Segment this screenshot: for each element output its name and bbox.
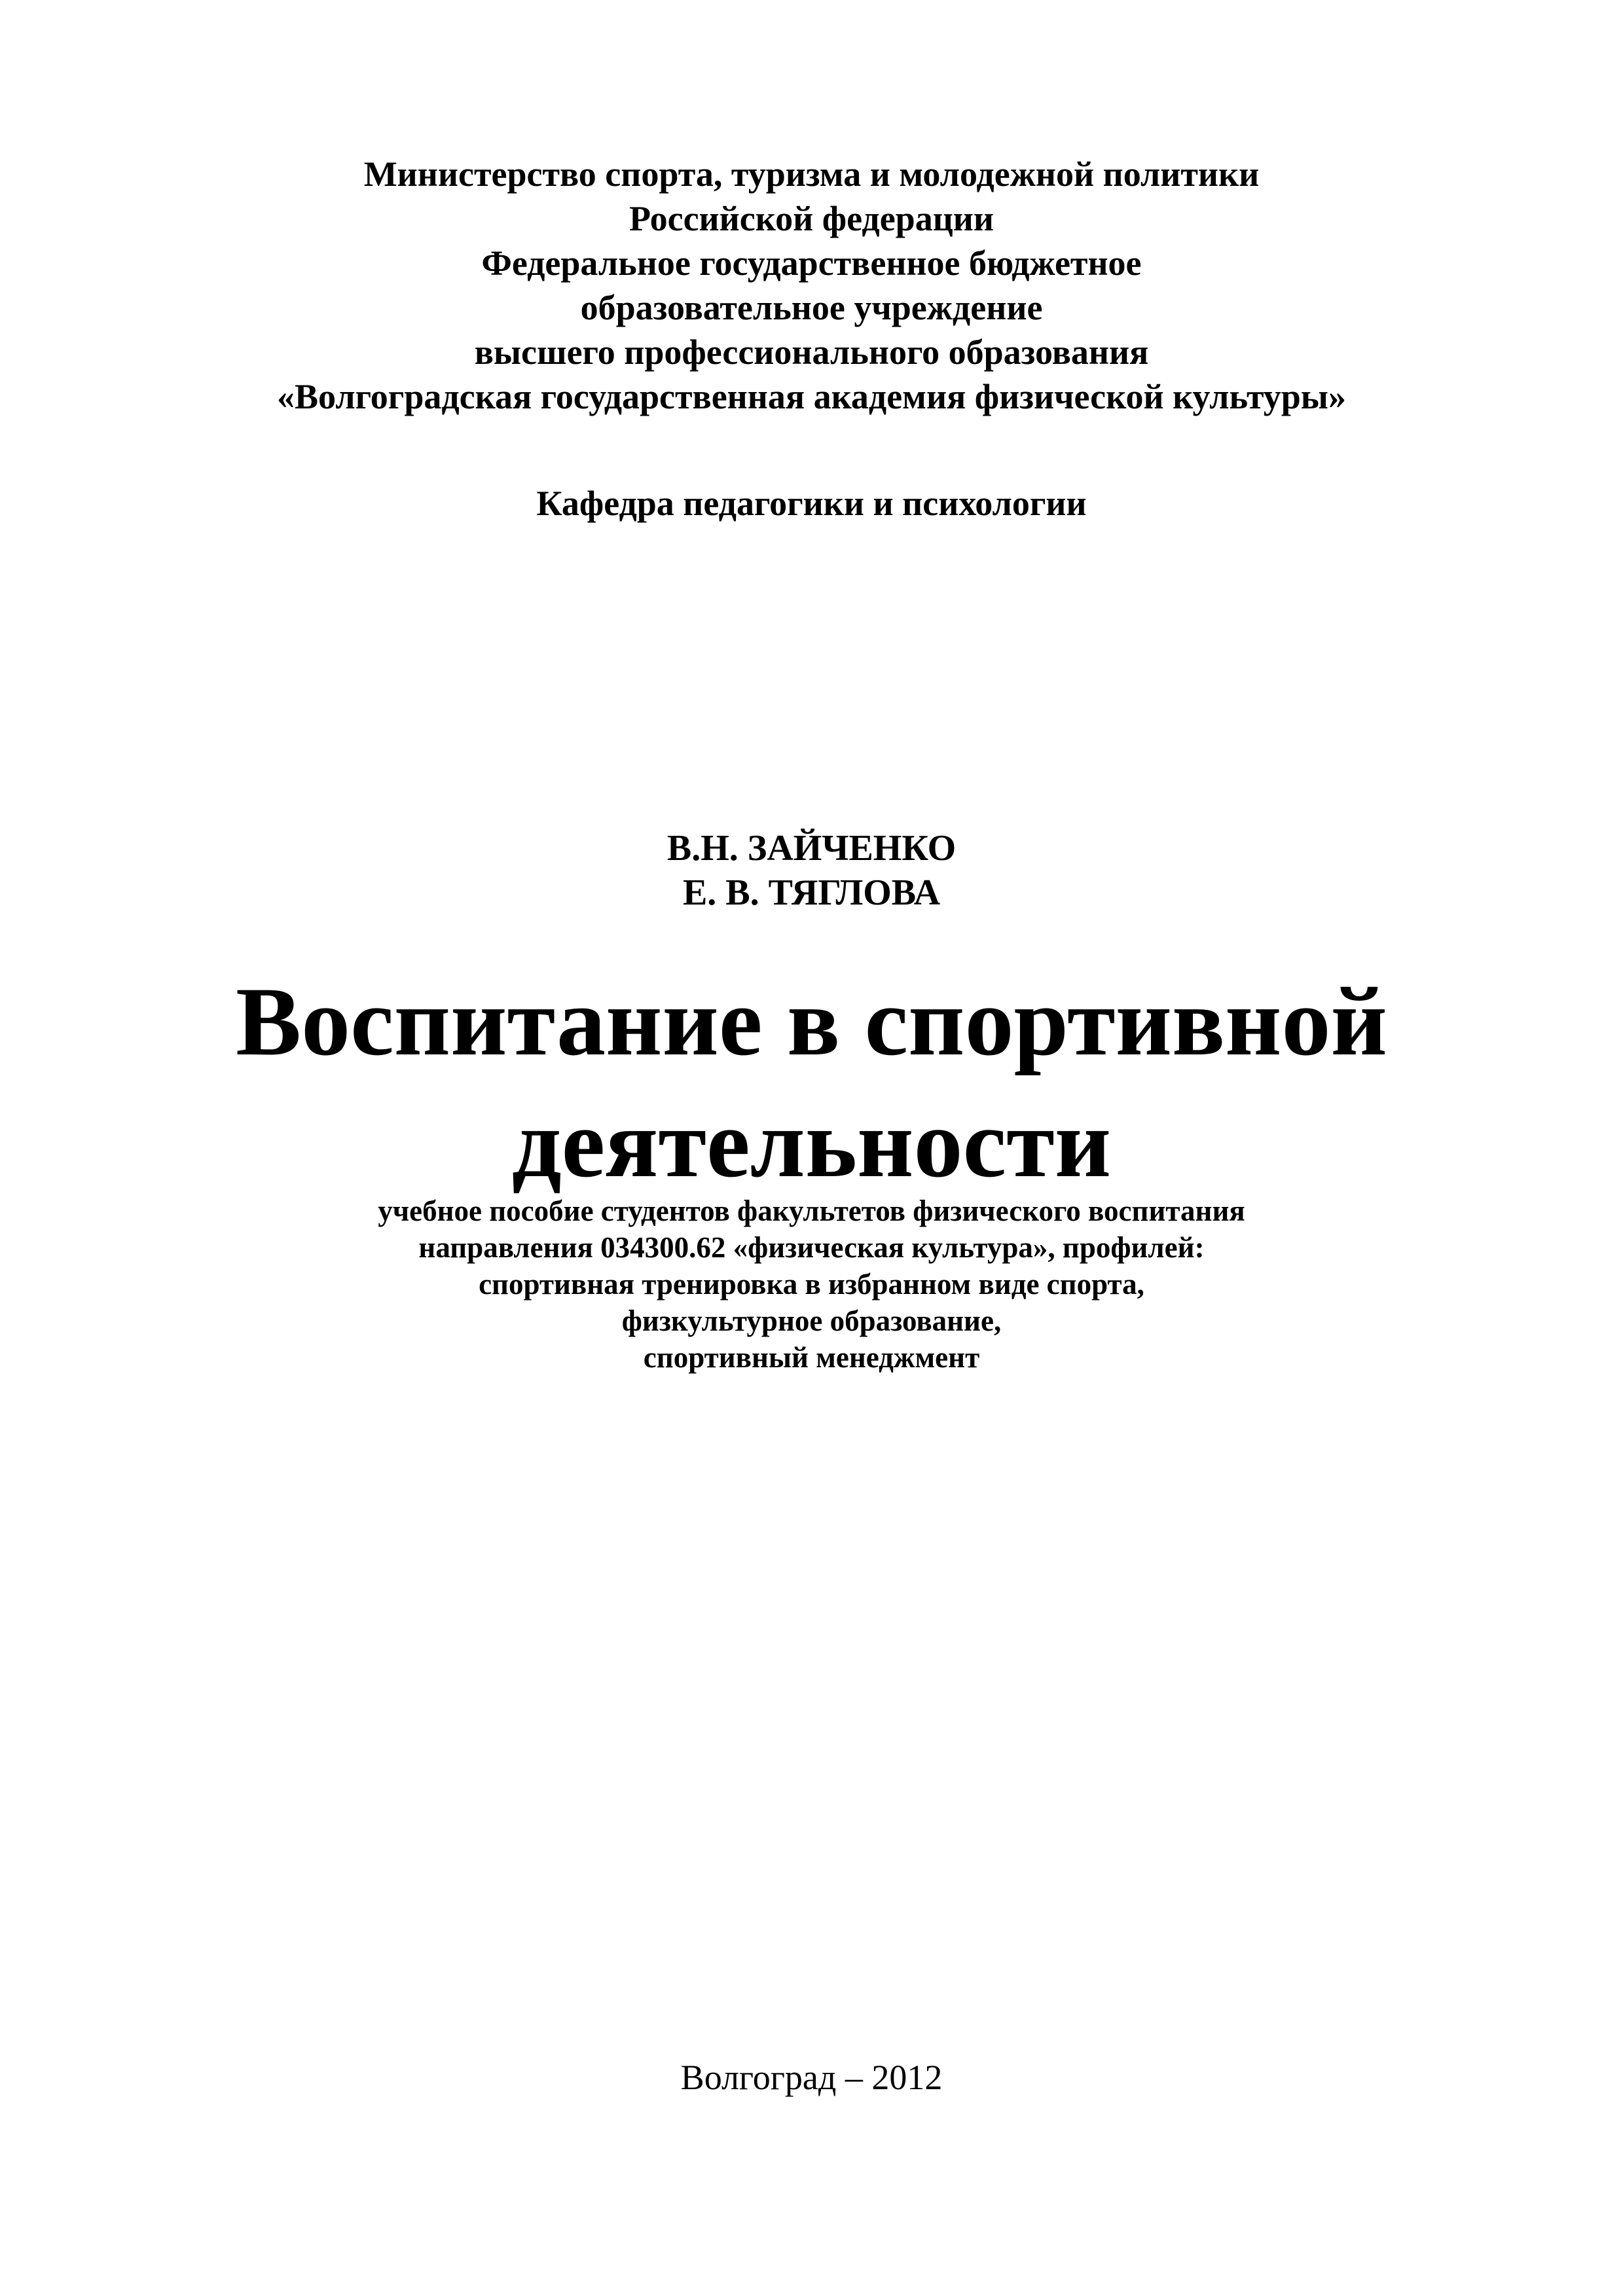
publication-place-year <box>0 2055 1623 2100</box>
subtitle-line: учебное пособие студентов факультетов физического воспитания <box>378 1194 1245 1227</box>
institution-line: высшего профессионального образования <box>474 332 1149 372</box>
book-title <box>0 961 1623 1204</box>
institution-line: Федеральное государственное бюджетное <box>481 243 1142 283</box>
book-subtitle <box>0 1193 1623 1376</box>
author-name: В.Н. ЗАЙЧЕНКО <box>666 828 957 869</box>
institution-line: образовательное учреждение <box>580 288 1043 327</box>
department-name <box>0 481 1623 526</box>
department-line: Кафедра педагогики и психологии <box>536 484 1087 523</box>
authors <box>0 826 1623 915</box>
institution-line: «Волгоградская государственная академия физической культуры» <box>277 377 1346 416</box>
institution-header <box>0 152 1623 419</box>
author-name: Е. В. ТЯГЛОВА <box>682 872 941 913</box>
subtitle-line: физкультурное образование, <box>621 1304 1002 1337</box>
footer-line: Волгоград – 2012 <box>680 2058 943 2097</box>
subtitle-line: направления 034300.62 «физическая культура», профилей: <box>418 1231 1205 1264</box>
subtitle-line: спортивный менеджмент <box>643 1341 980 1374</box>
institution-line: Российской федерации <box>629 199 994 238</box>
title-line: Воспитание в спортивной <box>236 967 1387 1076</box>
title-line: деятельности <box>511 1089 1112 1198</box>
institution-line: Министерство спорта, туризма и молодежной политики <box>363 154 1260 194</box>
subtitle-line: спортивная тренировка в избранном виде спорта, <box>479 1268 1144 1300</box>
